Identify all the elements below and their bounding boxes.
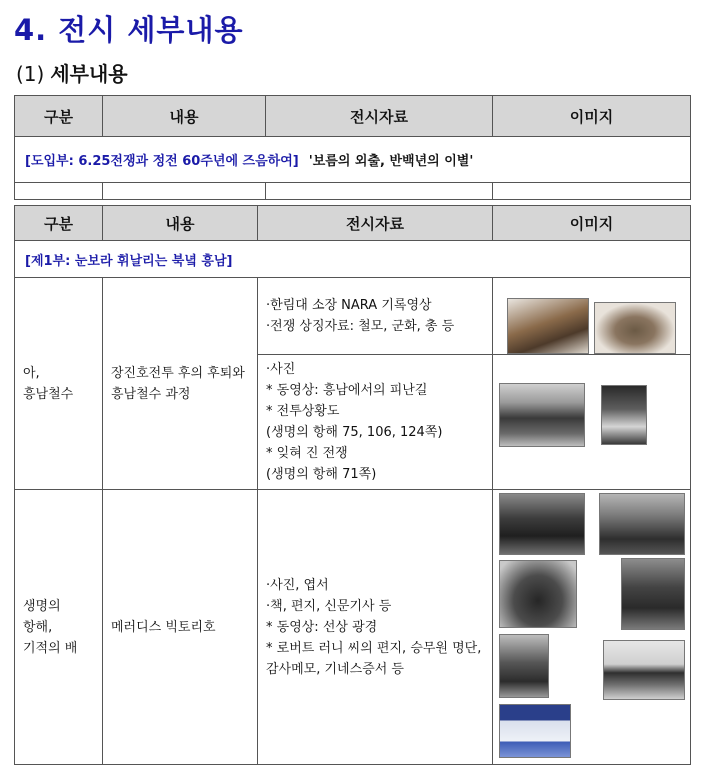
image-cell [493,355,691,490]
photo-merchant-ship [603,640,685,700]
empty-cell [266,183,493,200]
table-row [15,278,691,355]
intro-label: [도입부: 6.25전쟁과 정전 60주년에 즈음하여] [25,154,299,169]
photo-harbor [599,493,685,555]
table-header-row [15,206,691,241]
intro-row [15,137,691,183]
header-materials: 전시자료 [258,206,493,241]
table-part1 [14,205,691,765]
photo-wounded [601,385,647,445]
image-cell [493,490,691,765]
header-content: 내용 [103,96,266,137]
intro-tail: '보름의 외출, 반백년의 이별' [308,154,474,169]
photo-crowd [621,558,685,630]
table-header-row [15,96,691,137]
photo-ship-deck [499,493,585,555]
intro-label-cell [15,137,691,183]
empty-cell [103,183,266,200]
empty-cell [15,183,103,200]
photo-people-onboard [499,634,549,698]
photo-postcard [499,704,571,758]
table-intro [14,95,691,200]
photo-soldiers-line [499,383,585,447]
row-materials: ·사진 * 동영상: 흥남에서의 피난길 * 전투상황도 (생명의 항해 75, 106, 124쪽) * 잊혀 진 전쟁 (생명의 항해 71쪽) [258,355,493,490]
photo-refugees [499,560,577,628]
part1-label: [제1부: 눈보라 휘날리는 북녘 흥남] [15,241,691,278]
part1-row [15,241,691,278]
section-number: (1) [16,62,45,86]
empty-cell [493,183,691,200]
photo-boot-sole [594,302,676,354]
header-materials: 전시자료 [266,96,493,137]
row-content: 장진호전투 후의 후퇴와 흥남철수 과정 [103,278,258,490]
header-category: 구분 [15,206,103,241]
header-image: 이미지 [493,96,691,137]
row-category: 생명의 항해, 기적의 배 [15,490,103,765]
row-content: 메러디스 빅토리호 [103,490,258,765]
header-category: 구분 [15,96,103,137]
row-category: 아, 흥남철수 [15,278,103,490]
image-cell [493,278,691,355]
photo-helmet-boots [507,298,589,354]
header-image: 이미지 [493,206,691,241]
section-heading [16,58,128,87]
row-materials: ·사진, 엽서 ·책, 편지, 신문기사 등 * 동영상: 선상 광경 * 로버트 러니 씨의 편지, 승무원 명단, 감사메모, 기네스증서 등 [258,490,493,765]
table-row [15,490,691,765]
page-title: 4. 전시 세부내용 [14,13,244,47]
empty-row [15,183,691,200]
section-title: 세부내용 [50,62,128,86]
row-materials: ·한림대 소장 NARA 기록영상 ·전쟁 상징자료: 철모, 군화, 총 등 [258,278,493,355]
header-content: 내용 [103,206,258,241]
